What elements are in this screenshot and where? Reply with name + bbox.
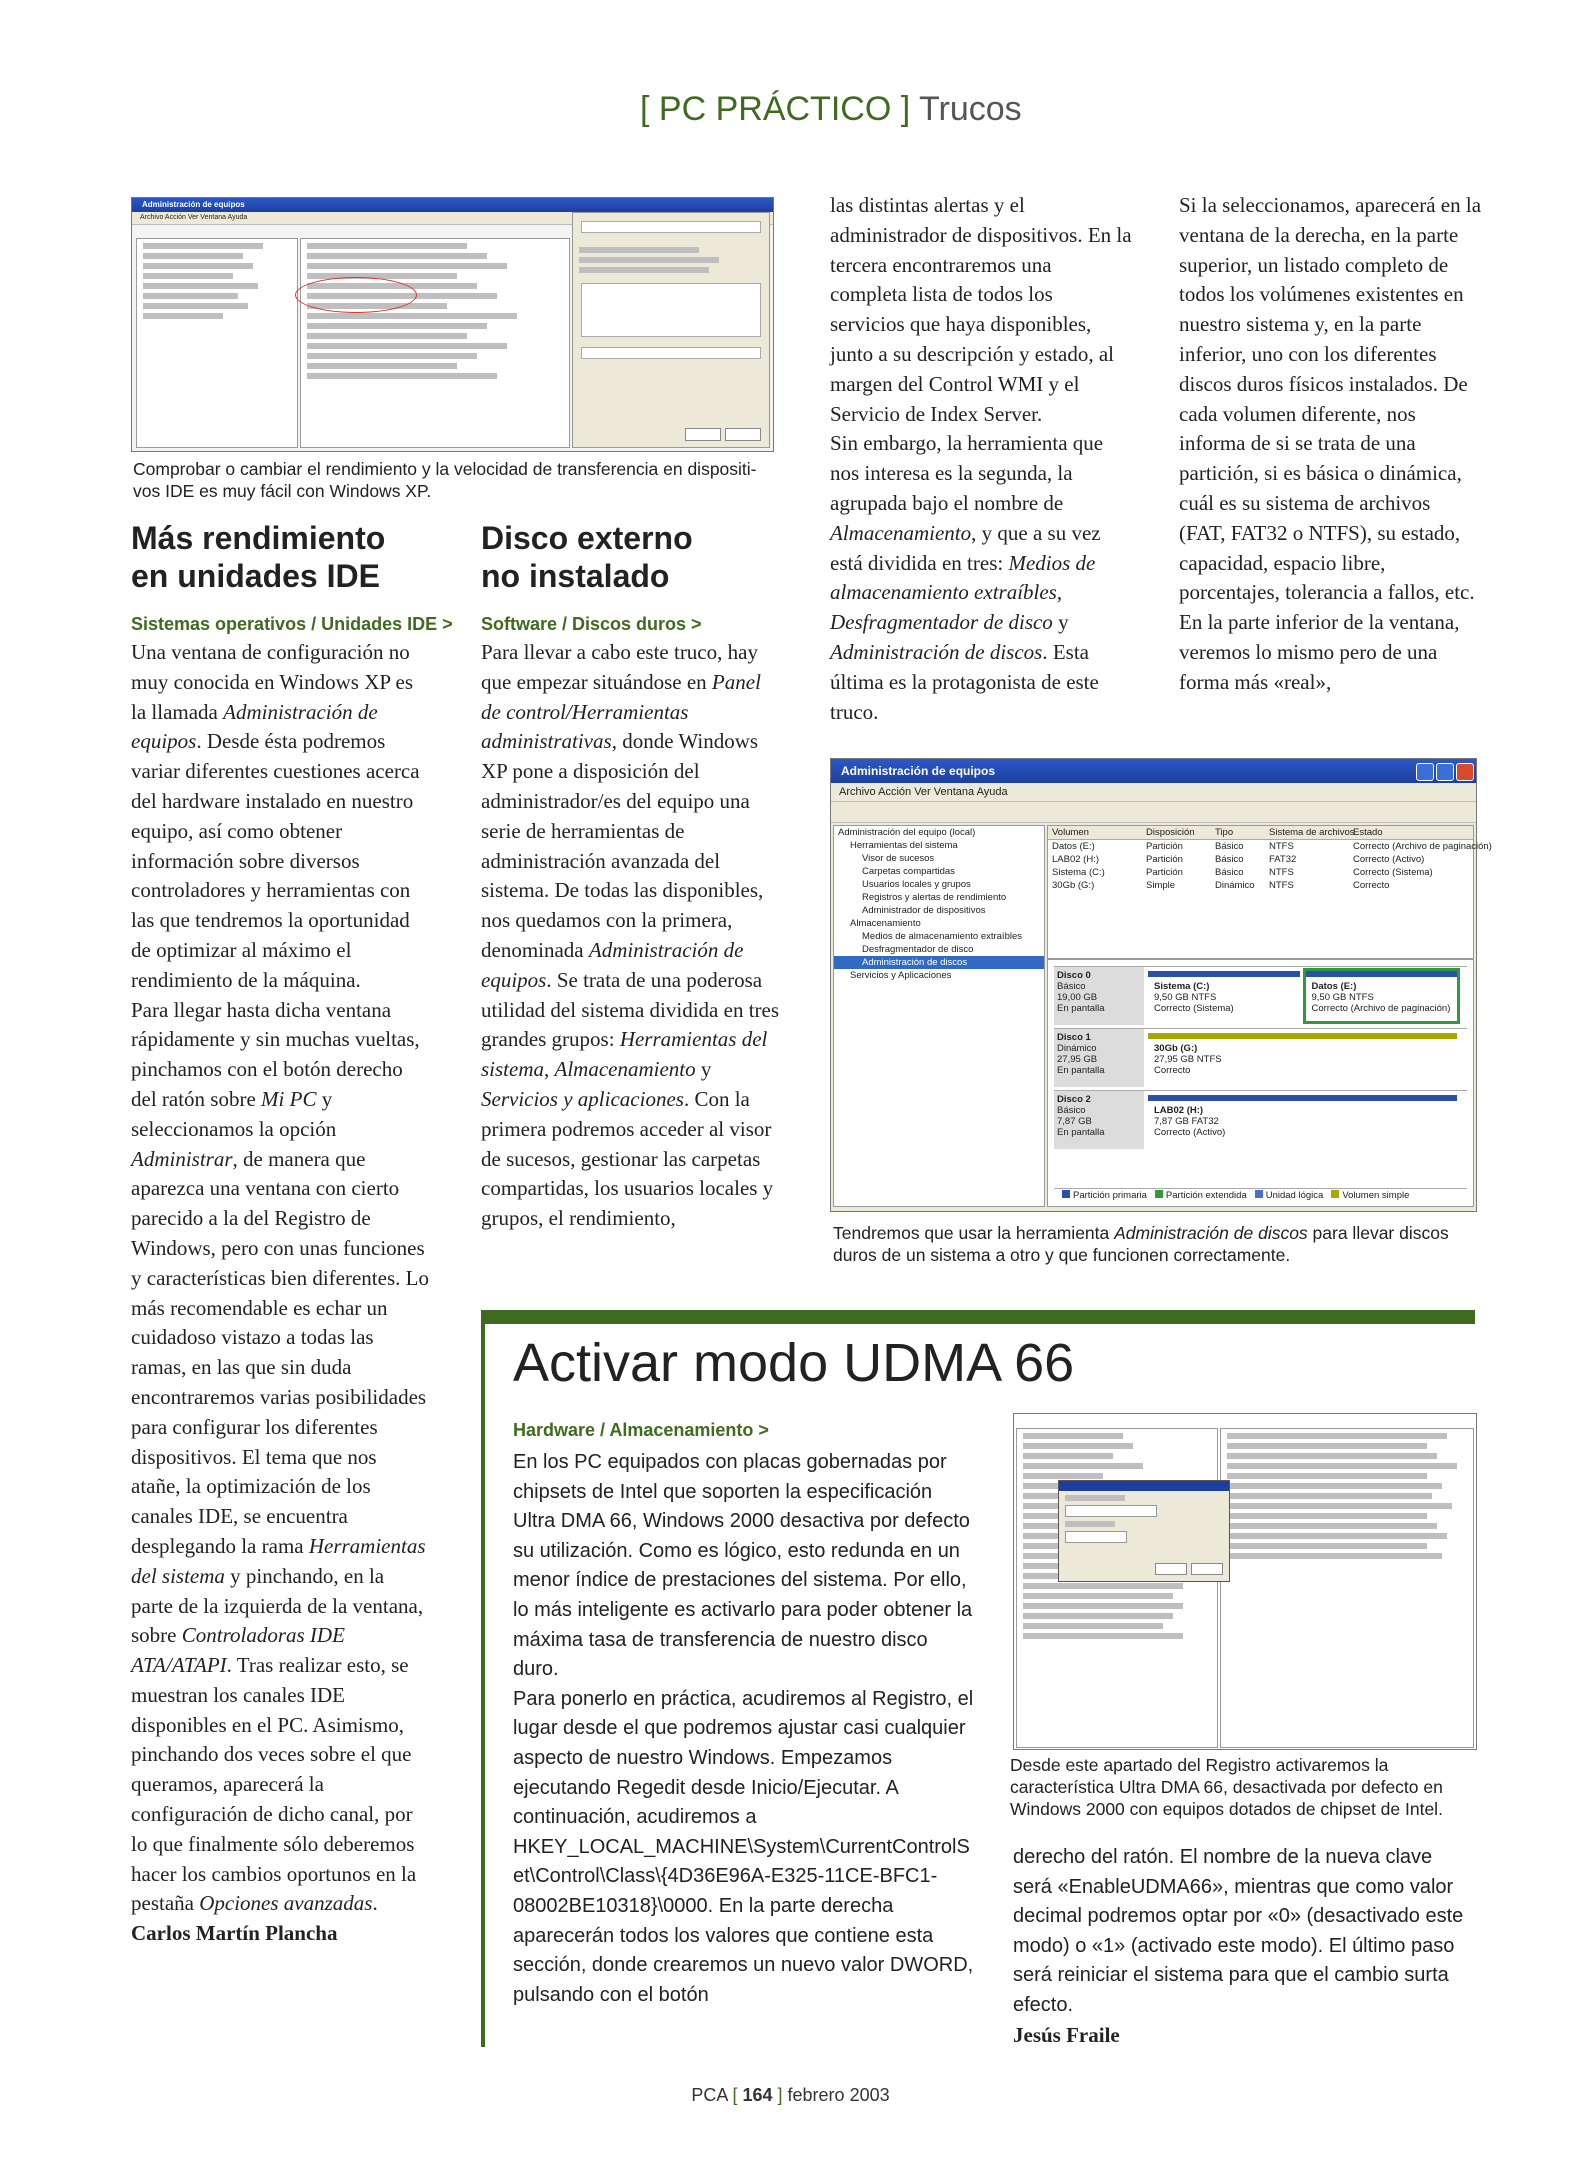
- tree-item[interactable]: Administración del equipo (local): [838, 827, 976, 838]
- volume-info: Correcto (Activo): [1154, 1127, 1226, 1138]
- column-header[interactable]: Disposición: [1146, 827, 1195, 838]
- table-cell: Correcto (Sistema): [1353, 867, 1433, 878]
- tree-item[interactable]: Usuarios locales y grupos: [862, 879, 971, 890]
- volume-list-header: [1048, 826, 1473, 840]
- legend-swatch-icon: [1255, 1190, 1263, 1198]
- disk-label: [1054, 967, 1144, 1025]
- article2-paragraph4: Si la seleccionamos, aparecerá en la ventana de la derecha, en la parte superior, un listado completo de todos los volúmenes existentes en nuestro sistema y, en la parte inferior, uno con los diferentes discos duros físicos instalados. De cada volumen diferente, nos informa de si se trata de una partición, si es básica o dinámica, cuál es su sistema de archivos (FAT, FAT32 o NTFS), su estado, capacidad, espacio libre, porcentajes, tolerancia a fallos, etc. En la parte inferior de la ventana, veremos lo mismo pero de una forma más «real»,: [1179, 193, 1482, 694]
- table-cell: Correcto (Archivo de paginación): [1353, 841, 1492, 852]
- article2-paragraph2: las distintas alertas y el administrador de dispositivos. En la tercera encontraremos una completa lista de todos los servicios que haya disponibles, junto a su descripción y estado, al margen del Control WMI y el Servicio de Index Server.: [830, 193, 1132, 426]
- volume-info: Datos (E:): [1311, 981, 1357, 992]
- article3-kicker: Hardware / Almacenamiento >: [513, 1420, 769, 1440]
- tree-item[interactable]: Administrador de dispositivos: [862, 905, 986, 916]
- figure3-caption: Desde este apartado del Registro activaremos la característica Ultra DMA 66, desactivada por defecto en Windows 2000 con equipos dotados de chipset de Intel.: [1010, 1755, 1443, 1819]
- article3-body-col1: [513, 1448, 978, 2010]
- minimize-icon: [1416, 763, 1434, 781]
- tree-item[interactable]: Registros y alertas de rendimiento: [862, 892, 1007, 903]
- disk-row[interactable]: [1054, 1028, 1467, 1089]
- window-titlebar: Administración de equipos: [831, 759, 1476, 783]
- legend-swatch-icon: [1062, 1190, 1070, 1198]
- legend-label: Partición extendida: [1165, 1190, 1247, 1201]
- figure-registry-editor-screenshot: [1013, 1413, 1477, 1750]
- article3-body-col2: [1013, 1843, 1475, 2050]
- disk-info: Disco 2: [1057, 1094, 1091, 1105]
- disk-info: Básico: [1057, 1105, 1086, 1116]
- table-cell: Dinámico: [1215, 880, 1255, 891]
- article2-body-col4: [1179, 191, 1481, 698]
- article2-body-col2: [481, 638, 781, 1234]
- volume-info: 27,95 GB NTFS: [1154, 1054, 1222, 1065]
- registry-values: [1220, 1428, 1474, 1748]
- volume-block[interactable]: [1148, 1033, 1457, 1083]
- column-header[interactable]: Estado: [1353, 827, 1383, 838]
- footer-page-number: 164: [742, 2085, 773, 2105]
- article1-paragraph2: Para llegar hasta dicha ventana rápidamente y sin muchas vueltas, pinchamos con el botón derecho del ratón sobre Mi PC y seleccionamos la opción Administrar, de manera que aparezca una ventana con cierto parecido a la del Registro de Windows, pero con unas funciones y características bien diferentes. Lo más recomendable es echar un cuidadoso vistazo a todas las ramas, en las que sin duda encontraremos varias posibilidades para configurar los diferentes dispositivos. El tema que nos atañe, la optimización de los canales IDE, se encuentra desplegando la rama Herramientas del sistema y pinchando, en la parte de la izquierda de la ventana, sobre Controladoras IDE ATA/ATAPI. Tras realizar esto, se muestran los canales IDE disponibles en el PC. Asimismo, pinchando dos veces sobre el que queramos, aparecerá la configuración de dicho canal, por lo que finalmente sólo deberemos hacer los cambios oportunos en la pestaña Opciones avanzadas.: [131, 997, 429, 1916]
- volume-info: 30Gb (G:): [1154, 1043, 1198, 1054]
- disk-legend: [1054, 1188, 1467, 1202]
- disk-info: Disco 0: [1057, 970, 1091, 981]
- volume-info: 9,50 GB NTFS: [1311, 992, 1374, 1003]
- disk-info: Disco 1: [1057, 1032, 1091, 1043]
- table-cell: Básico: [1215, 867, 1244, 878]
- table-row[interactable]: [1048, 879, 1473, 892]
- article1-kicker: Sistemas operativos / Unidades IDE >: [131, 614, 453, 634]
- table-cell: Datos (E:): [1052, 841, 1095, 852]
- table-cell: NTFS: [1269, 867, 1294, 878]
- disk-label: [1054, 1029, 1144, 1087]
- edit-dword-dialog: [1058, 1480, 1230, 1582]
- volume-block[interactable]: [1148, 1095, 1457, 1145]
- tree-item[interactable]: Carpetas compartidas: [862, 866, 955, 877]
- disk-row[interactable]: [1054, 1090, 1467, 1151]
- table-cell: Correcto (Activo): [1353, 854, 1425, 865]
- article3-green-rule: [481, 1310, 1475, 1324]
- article1-body: [131, 638, 431, 1949]
- figure2-caption: Tendremos que usar la herramienta Administración de discos para llevar discos duros de un sistema a otro y que funcionen correctamente.: [833, 1223, 1449, 1265]
- article3-paragraph1: En los PC equipados con placas gobernadas por chipsets de Intel que soporten la especificación Ultra DMA 66, Windows 2000 desactiva por defecto su utilización. Como es lógico, esto redunda en un menor índice de prestaciones del sistema. Por ello, lo más inteligente es activarlo para poder obtener la máxima tasa de transferencia de nuestro disco duro.: [513, 1451, 973, 1681]
- figure-disk-management-screenshot: [830, 758, 1492, 1212]
- table-cell: Básico: [1215, 854, 1244, 865]
- legend-label: Volumen simple: [1342, 1190, 1410, 1201]
- column-header[interactable]: Sistema de archivos: [1269, 827, 1355, 838]
- tree-item[interactable]: Herramientas del sistema: [850, 840, 958, 851]
- footer-magazine: PCA: [691, 2085, 728, 2105]
- window-menubar: Archivo Acción Ver Ventana Ayuda: [132, 212, 773, 225]
- table-cell: Partición: [1146, 867, 1183, 878]
- disk-info: Básico: [1057, 981, 1086, 992]
- tree-pane: [136, 238, 298, 448]
- volume-info: Correcto: [1154, 1065, 1191, 1076]
- bracket-right: ]: [900, 90, 911, 128]
- table-cell: Simple: [1146, 880, 1176, 891]
- article3-paragraph3: derecho del ratón. El nombre de la nueva clave será «EnableUDMA66», mientras que como valor decimal podremos optar por «0» (desactivado este modo) o «1» (activado este modo). El último paso será reiniciar el sistema para que el cambio surta efecto.: [1013, 1846, 1464, 2016]
- disk-info: Dinámico: [1057, 1043, 1097, 1054]
- disk-info: En pantalla: [1057, 1127, 1105, 1138]
- disk-info: En pantalla: [1057, 1065, 1105, 1076]
- volume-info: Correcto (Sistema): [1154, 1003, 1234, 1014]
- tree-pane: [833, 825, 1045, 1207]
- article2-kicker: Software / Discos duros >: [481, 614, 702, 634]
- article2-paragraph1: Para llevar a cabo este truco, hay que empezar situándose en Panel de control/Herramientas administrativas, donde Windows XP pone a disposición del administrador/es del equipo una serie de herramientas de administración avanzada del sistema. De todas las disponibles, nos quedamos con la primera, denominada Administración de equipos. Se trata de una poderosa utilidad del sistema dividida en tres grandes grupos: Herramientas del sistema, Almacenamiento y Servicios y aplicaciones. Con la primera podremos acceder al visor de sucesos, gestionar las carpetas compartidas, los usuarios locales y grupos, el rendimiento,: [481, 640, 780, 1231]
- table-cell: Básico: [1215, 841, 1244, 852]
- table-cell: NTFS: [1269, 841, 1294, 852]
- disk-info: En pantalla: [1057, 1003, 1105, 1014]
- article3-author: Jesús Fraile: [1013, 2022, 1120, 2047]
- table-cell: Partición: [1146, 854, 1183, 865]
- toolbar: [831, 802, 1476, 823]
- disk-graphic-pane: [1047, 959, 1474, 1207]
- table-cell: LAB02 (H:): [1052, 854, 1099, 865]
- section-header: [640, 90, 1022, 129]
- bracket-left: [: [640, 90, 650, 128]
- column-header[interactable]: Tipo: [1215, 827, 1234, 838]
- table-cell: FAT32: [1269, 854, 1297, 865]
- registry-tree: [1016, 1428, 1218, 1748]
- table-row[interactable]: [1048, 840, 1492, 853]
- table-row[interactable]: [1048, 866, 1473, 879]
- volume-list: [1047, 825, 1492, 959]
- article3-paragraph2: Para ponerlo en práctica, acudiremos al Registro, el lugar desde el que podremos ajustar casi cualquier aspecto de nuestro Windows. Empezamos ejecutando Regedit desde Inicio/Ejecutar. A continuación, acudiremos a HKEY_LOCAL_MACHINE\System\CurrentControlSet\Control\Class\{4D36E96A-E325-11CE-BFC1-08002BE10318}\0000. En la parte derecha aparecerán todos los valores que contiene esta sección, donde crearemos un nuevo valor DWORD, pulsando con el botón: [513, 1687, 974, 2006]
- article3-side-rule: [481, 1324, 485, 2047]
- disk-row[interactable]: [1054, 966, 1467, 1027]
- section-name: PC PRÁCTICO: [658, 90, 892, 128]
- volume-block[interactable]: [1148, 971, 1300, 1021]
- volume-block[interactable]: [1306, 971, 1458, 1021]
- tree-item[interactable]: Medios de almacenamiento extraíbles: [862, 931, 1023, 942]
- article2-title-line1: Disco externo: [481, 520, 693, 556]
- window-menubar: Archivo Acción Ver Ventana Ayuda: [831, 783, 1476, 802]
- volume-info: 9,50 GB NTFS: [1154, 992, 1217, 1003]
- article3-title: Activar modo UDMA 66: [513, 1333, 1075, 1393]
- article2-title: [481, 519, 781, 595]
- article2-paragraph3: Sin embargo, la herramienta que nos interesa es la segunda, la agrupada bajo el nombre de Almacenamiento, y que a su vez está dividida en tres: Medios de almacenamiento extraíbles, Desfragmentador de disco y Administración de discos. Esta última es la protagonista de este truco.: [830, 431, 1104, 724]
- article2-title-line2: no instalado: [481, 558, 670, 594]
- legend-label: Partición primaria: [1073, 1190, 1147, 1201]
- figure-device-manager-screenshot: [131, 197, 774, 452]
- tree-item[interactable]: Almacenamiento: [850, 918, 921, 929]
- disk-info: 27,95 GB: [1057, 1054, 1098, 1065]
- tree-item[interactable]: Administración de discos: [834, 956, 1044, 969]
- legend-swatch-icon: [1155, 1190, 1163, 1198]
- article1-title: [131, 519, 451, 595]
- figure1-caption: Comprobar o cambiar el rendimiento y la velocidad de transferencia en dispositi-vos IDE es muy fácil con Windows XP.: [133, 459, 757, 501]
- window-titlebar: Administración de equipos: [132, 198, 773, 212]
- disk-info: 19,00 GB: [1057, 992, 1098, 1003]
- tree-item[interactable]: Desfragmentador de disco: [862, 944, 974, 955]
- tree-item[interactable]: Servicios y Aplicaciones: [850, 970, 952, 981]
- disk-info: 7,87 GB: [1057, 1116, 1092, 1127]
- table-cell: Partición: [1146, 841, 1183, 852]
- legend-label: Unidad lógica: [1265, 1190, 1324, 1201]
- volume-info: Sistema (C:): [1154, 981, 1210, 992]
- article2-body-col3: [830, 191, 1132, 727]
- table-cell: Sistema (C:): [1052, 867, 1105, 878]
- column-header[interactable]: Volumen: [1052, 827, 1089, 838]
- device-list-pane: [300, 238, 570, 448]
- table-cell: 30Gb (G:): [1052, 880, 1095, 891]
- tree-item[interactable]: Visor de sucesos: [862, 853, 935, 864]
- legend-swatch-icon: [1331, 1190, 1339, 1198]
- volume-info: LAB02 (H:): [1154, 1105, 1204, 1116]
- subsection-name: Trucos: [919, 90, 1022, 128]
- page-footer: PCA [ 164 ] febrero 2003: [691, 2085, 890, 2105]
- volume-info: Correcto (Archivo de paginación): [1311, 1003, 1451, 1014]
- table-cell: Correcto: [1353, 880, 1390, 891]
- article1-author: Carlos Martín Plancha: [131, 1921, 338, 1946]
- article1-title-line2: en unidades IDE: [131, 558, 380, 594]
- highlight-circle: [295, 277, 417, 313]
- article1-title-line1: Más rendimiento: [131, 520, 386, 556]
- footer-date: febrero 2003: [787, 2085, 890, 2105]
- volume-info: 7,87 GB FAT32: [1154, 1116, 1219, 1127]
- maximize-icon: [1436, 763, 1454, 781]
- table-cell: NTFS: [1269, 880, 1294, 891]
- table-row[interactable]: [1048, 853, 1473, 866]
- properties-dialog: [572, 212, 770, 448]
- disk-label: [1054, 1091, 1144, 1149]
- article1-paragraph1: Una ventana de configuración no muy conocida en Windows XP es la llamada Administración de equipos. Desde ésta podremos variar diferentes cuestiones acerca del hardware instalado en nuestro equipo, así como obtener información sobre diversos controladores y herramientas con las que tendremos la oportunidad de optimizar al máximo el rendimiento de la máquina.: [131, 640, 420, 992]
- close-icon: [1456, 763, 1474, 781]
